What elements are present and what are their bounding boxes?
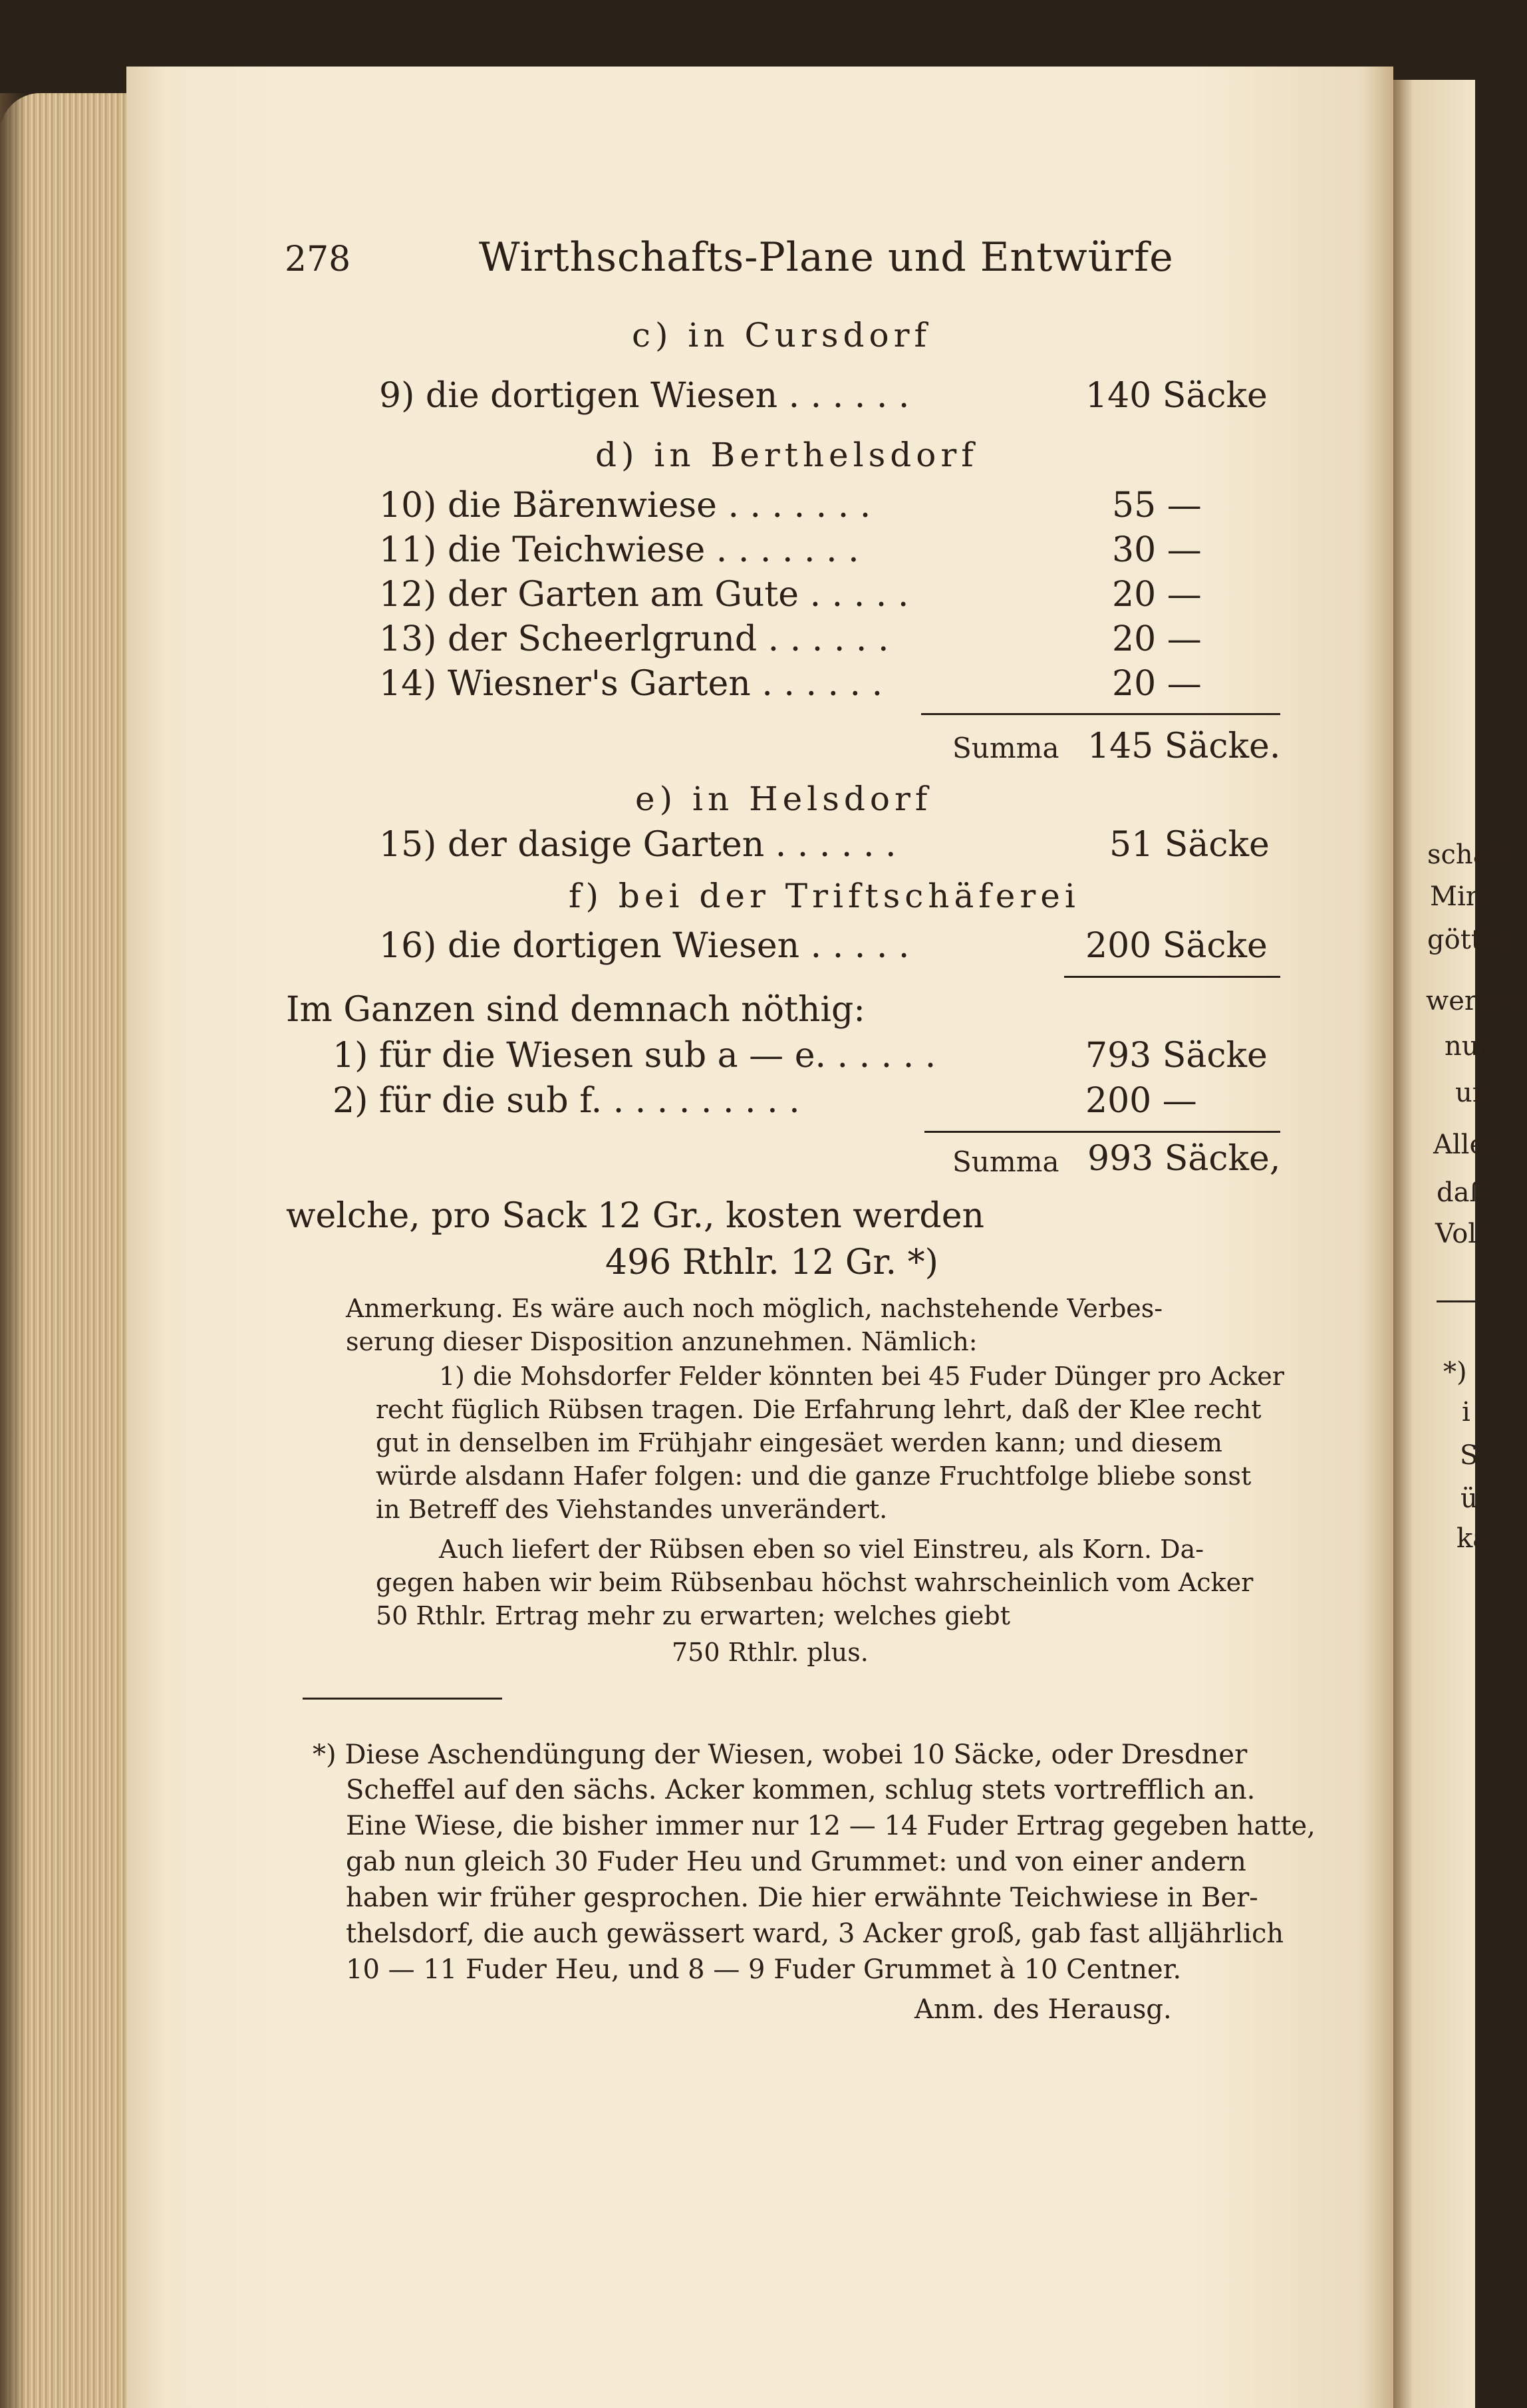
note-line: 750 Rthlr. plus.	[672, 1638, 869, 1667]
section-heading-d: d) in Berthelsdorf	[595, 436, 978, 474]
running-title: Wirthschafts-Plane und Entwürfe	[479, 234, 1174, 281]
cost-amount: 496 Rthlr. 12 Gr. *)	[605, 1243, 938, 1282]
section-heading-c: c) in Cursdorf	[632, 316, 932, 355]
entry-label: 12) der Garten am Gute . . . . .	[379, 575, 909, 615]
note-line: in Betreff des Viehstandes unverändert.	[376, 1495, 888, 1524]
entry-value: 20 —	[1112, 619, 1202, 659]
summa-value: 993 Säcke,	[1087, 1139, 1281, 1179]
entry-label: 13) der Scheerlgrund . . . . . .	[379, 619, 889, 659]
footnote-line: *) Diese Aschendüngung der Wiesen, wobei 10 Säcke, oder Dresdner	[313, 1739, 1248, 1770]
sum-rule	[921, 713, 1280, 715]
note-line: würde alsdann Hafer folgen: und die ganze Fruchtfolge bliebe sonst	[376, 1461, 1252, 1491]
facing-text: Mint	[1430, 881, 1494, 912]
entry-value: 30 —	[1112, 530, 1202, 570]
note-line: serung dieser Disposition anzunehmen. Nämlich:	[346, 1327, 978, 1356]
facing-text: Voll	[1435, 1219, 1485, 1249]
entry-label: 15) der dasige Garten . . . . . .	[379, 825, 897, 865]
section-heading-e: e) in Helsdorf	[635, 780, 932, 818]
facing-text: ka	[1457, 1523, 1489, 1554]
total-entry-label: 1) für die Wiesen sub a — e. . . . . .	[333, 1036, 936, 1076]
footnote-line: Eine Wiese, die bisher immer nur 12 — 14 Fuder Ertrag gegeben hatte,	[346, 1811, 1316, 1841]
note-line: 1) die Mohsdorfer Felder könnten bei 45 Fuder Dünger pro Acker	[439, 1362, 1284, 1391]
section-heading-f: f) bei der Triftschäferei	[569, 877, 1080, 915]
facing-text: schaft	[1427, 839, 1510, 870]
footnote-line: Scheffel auf den sächs. Acker kommen, schlug stets vortrefflich an.	[346, 1775, 1256, 1805]
summa-label: Summa	[952, 732, 1059, 764]
entry-value: 55 —	[1112, 486, 1202, 526]
summa-value: 145 Säcke.	[1087, 726, 1281, 766]
footnote-line: gab nun gleich 30 Fuder Heu und Grummet: und von einer andern	[346, 1847, 1246, 1877]
facing-text: ü	[1460, 1483, 1478, 1514]
entry-value: 20 —	[1112, 664, 1202, 704]
facing-text: i	[1462, 1397, 1470, 1428]
footnote-line: thelsdorf, die auch gewässert ward, 3 Acker groß, gab fast alljährlich	[346, 1918, 1284, 1949]
note-line: recht füglich Rübsen tragen. Die Erfahrung lehrt, daß der Klee recht	[376, 1395, 1262, 1424]
facing-text: un	[1455, 1078, 1490, 1108]
footnote-line: haben wir früher gesprochen. Die hier erwähnte Teichwiese in Ber-	[346, 1882, 1258, 1913]
book-page	[126, 67, 1393, 2408]
footnote-line: 10 — 11 Fuder Heu, und 8 — 9 Fuder Grummet à 10 Centner.	[346, 1954, 1182, 1985]
cost-line: welche, pro Sack 12 Gr., kosten werden	[286, 1196, 984, 1236]
sum-rule	[924, 1131, 1280, 1133]
facing-text: *)	[1443, 1357, 1467, 1388]
total-entry-value: 200 —	[1085, 1081, 1197, 1121]
facing-text: nur	[1445, 1031, 1492, 1062]
facing-text: Alles	[1433, 1129, 1499, 1160]
entry-label: 9) die dortigen Wiesen . . . . . .	[379, 376, 910, 416]
binding-shadow	[0, 93, 27, 2408]
facing-rule	[1437, 1300, 1475, 1302]
footnote-rule	[303, 1698, 502, 1700]
facing-text: S	[1460, 1440, 1478, 1471]
note-line: Anmerkung. Es wäre auch noch möglich, nachstehende Verbes-	[346, 1294, 1163, 1323]
entry-label: 16) die dortigen Wiesen . . . . .	[379, 926, 910, 966]
footnote-signature: Anm. des Herausg.	[914, 1994, 1172, 2025]
note-line: gut in denselben im Frühjahr eingesäet werden kann; und diesem	[376, 1428, 1222, 1457]
entry-value: 20 —	[1112, 575, 1202, 615]
entry-value: 51 Säcke	[1109, 825, 1270, 865]
page-number: 278	[285, 239, 351, 279]
entry-label: 14) Wiesner's Garten . . . . . .	[379, 664, 883, 704]
note-line: 50 Rthlr. Ertrag mehr zu erwarten; welches giebt	[376, 1601, 1010, 1630]
entry-value: 140 Säcke	[1085, 376, 1268, 416]
entry-label: 11) die Teichwiese . . . . . . .	[379, 530, 859, 570]
sum-rule	[1064, 976, 1280, 978]
facing-text: daß	[1437, 1177, 1488, 1208]
note-line: Auch liefert der Rübsen eben so viel Einstreu, als Korn. Da-	[439, 1535, 1204, 1564]
total-entry-value: 793 Säcke	[1085, 1036, 1268, 1076]
summa-label: Summa	[952, 1145, 1059, 1178]
facing-text: göttlic	[1427, 925, 1514, 955]
total-entry-label: 2) für die sub f. . . . . . . . . .	[333, 1081, 800, 1121]
facing-text: werden	[1426, 986, 1527, 1016]
note-line: gegen haben wir beim Rübsenbau höchst wahrscheinlich vom Acker	[376, 1568, 1254, 1597]
entry-label: 10) die Bärenwiese . . . . . . .	[379, 486, 871, 526]
total-intro: Im Ganzen sind demnach nöthig:	[286, 990, 865, 1030]
entry-value: 200 Säcke	[1085, 926, 1268, 966]
